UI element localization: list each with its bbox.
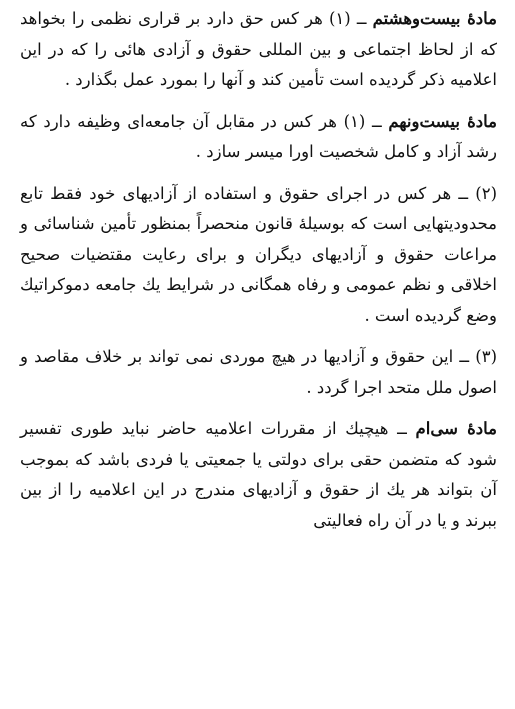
article-29-heading: مادهٔ بیست‌ونهم xyxy=(388,111,497,131)
article-30-heading: مادهٔ سی‌ام xyxy=(415,419,497,438)
article-29-paragraph xyxy=(20,107,497,168)
article-28-text: ــ (۱) هر کس حق دارد بر قراری نظمی را بخواهد که از لحاظ اجتماعی و بین المللی حقوق و آزادی هائی را که در این اعلامیه ذکر گردیده است تأمین کند و آنها را بمورد عمل بگذارد . xyxy=(20,9,497,89)
article-29-clause-3-text: (۳) ــ این حقوق و آزادیها در هیچ موردی نمی تواند بر خلاف مقاصد و اصول ملل متحد اجرا گردد . xyxy=(20,347,497,397)
article-28-paragraph xyxy=(20,4,497,96)
article-29-text: ــ (۱) هر کس در مقابل آن جامعه‌ای وظیفه دارد که رشد آزاد و کامل شخصیت اورا میسر سازد . xyxy=(20,111,497,161)
article-29-clause-2 xyxy=(20,179,497,332)
article-28-heading: مادهٔ بیست‌وهشتم xyxy=(372,9,497,28)
article-30-text: ــ هیچیك از مقررات اعلامیه حاضر نباید طوری تفسیر شود که متضمن حقی برای دولتی یا جمعیتی یا فردی باشد که بموجب آن بتواند هر یك از حقوق و آزادیهای مندرج در این اعلامیه را از بین ببرند و یا در آن راه فعالیتی xyxy=(20,419,497,530)
article-29-clause-2-text: (۲) ــ هر کس در اجرای حقوق و استفاده از آزادیهای خود فقط تابع محدودیتهایی است که بوسیله‌ٔ قانون منحصراً بمنظور تأمین شناسائی و مراعات حقوق و آزادیهای دیگران و برای رعایت مقتضیات صحیح اخلاقی و نظم عمومی و رفاه همگانی در شرایط یك جامعه دموکراتیك وضع گردیده است . xyxy=(20,183,497,325)
article-29-clause-3 xyxy=(20,342,497,403)
article-30-paragraph xyxy=(20,414,497,536)
